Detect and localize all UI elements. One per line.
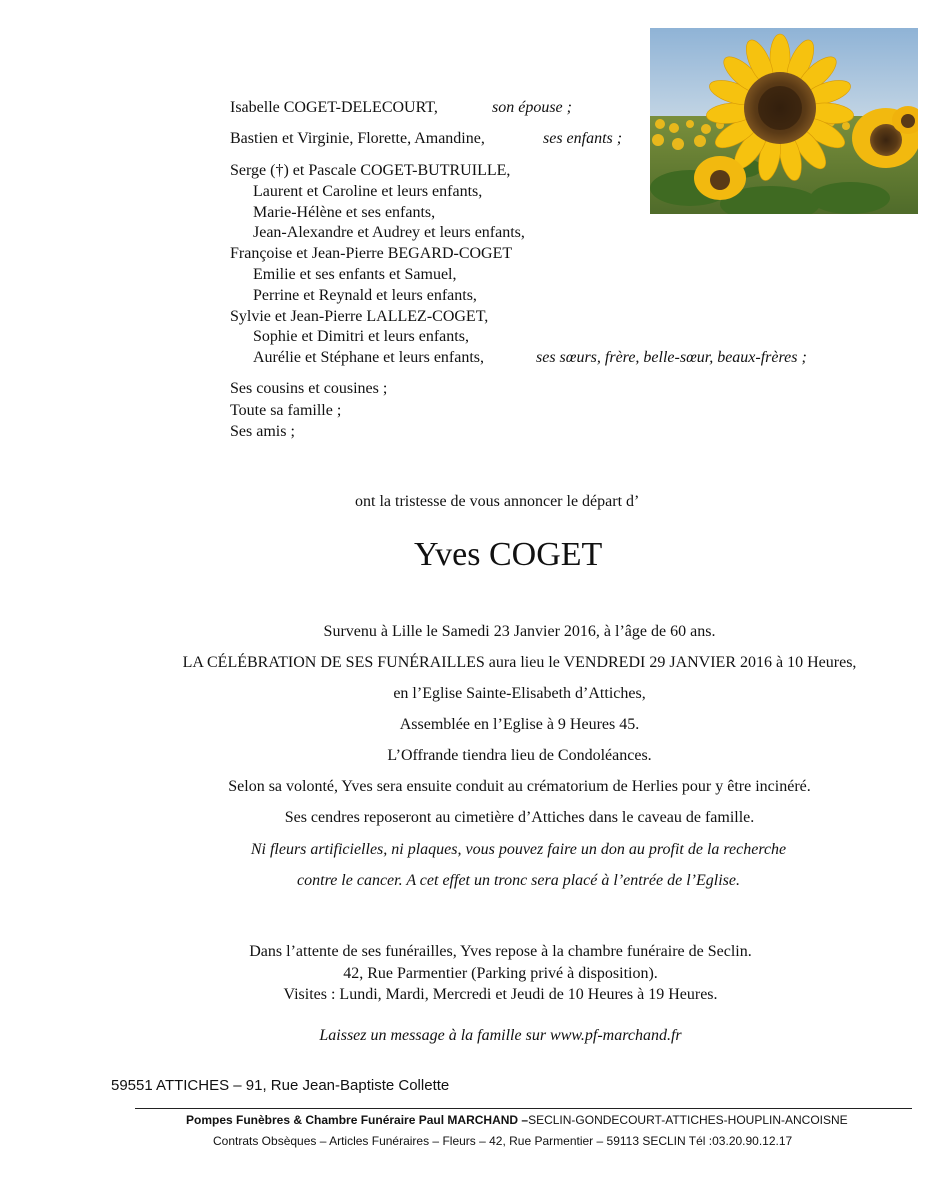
sibling-line: Marie-Hélène et ses enfants, [253, 203, 436, 221]
sibling-line: Laurent et Caroline et leurs enfants, [253, 182, 483, 200]
sibling-line: Perrine et Reynald et leurs enfants, [253, 286, 477, 304]
visitation-line: 42, Rue Parmentier (Parking privé à disposition). [343, 964, 658, 982]
family-address: 59551 ATTICHES – 91, Rue Jean-Baptiste Collette [111, 1077, 450, 1094]
detail-line: LA CÉLÉBRATION DE SES FUNÉRAILLES aura lieu le VENDREDI 29 JANVIER 2016 à 10 Heures, [182, 654, 857, 671]
detail-italic-line: contre le cancer. A cet effet un tronc sera placé à l’entrée de l’Eglise. [297, 872, 740, 889]
detail-line: Assemblée en l’Eglise à 9 Heures 45. [399, 716, 640, 733]
footer-company-towns: SECLIN-GONDECOURT-ATTICHES-HOUPLIN-ANCOISNE [528, 1113, 848, 1127]
message-link-text: Laissez un message à la famille sur www.pf-marchand.fr [319, 1027, 682, 1044]
others-line: Toute sa famille ; [230, 401, 342, 419]
others-line: Ses cousins et cousines ; [230, 380, 388, 397]
sibling-line: Françoise et Jean-Pierre BEGARD-COGET [230, 245, 513, 263]
sibling-line: Sophie et Dimitri et leurs enfants, [253, 328, 469, 346]
detail-line: Selon sa volonté, Yves sera ensuite conduit au crématorium de Herlies pour y être incinéré. [228, 778, 811, 795]
detail-line: en l’Eglise Sainte-Elisabeth d’Attiches, [393, 685, 646, 702]
visitation-line: Dans l’attente de ses funérailles, Yves repose à la chambre funéraire de Seclin. [249, 943, 752, 960]
detail-line: Ses cendres reposeront au cimetière d’Attiches dans le caveau de famille. [284, 809, 755, 826]
sibling-line: Sylvie et Jean-Pierre LALLEZ-COGET, [230, 307, 489, 325]
sibling-line: Jean-Alexandre et Audrey et leurs enfants, [253, 224, 525, 242]
announcement-text: ont la tristesse de vous annoncer le départ d’ [355, 493, 640, 510]
spouse-name: Isabelle COGET-DELECOURT, [230, 99, 438, 116]
footer-services: Contrats Obsèques – Articles Funéraires – Fleurs – 42, Rue Parmentier – 59113 SECLIN Tél :03.20.90.12.17 [213, 1134, 793, 1148]
footer-divider [135, 1108, 912, 1109]
siblings-relation: ses sœurs, frère, belle-sœur, beaux-frères ; [536, 349, 807, 366]
sunflower-photo [650, 28, 918, 214]
detail-line: Survenu à Lille le Samedi 23 Janvier 2016, à l’âge de 60 ans. [323, 623, 716, 640]
children-names: Bastien et Virginie, Florette, Amandine, [230, 130, 485, 147]
sibling-line: Aurélie et Stéphane et leurs enfants, [253, 349, 485, 367]
spouse-line [230, 97, 438, 118]
footer-company-name: Pompes Funèbres & Chambre Funéraire Paul MARCHAND – [186, 1113, 529, 1127]
detail-line: L’Offrande tiendra lieu de Condoléances. [387, 747, 652, 764]
others-line: Ses amis ; [230, 423, 295, 440]
spouse-relation: son épouse ; [492, 99, 572, 116]
footer-company [186, 1113, 848, 1127]
visitation-line: Visites : Lundi, Mardi, Mercredi et Jeudi de 10 Heures à 19 Heures. [283, 986, 718, 1003]
deceased-name: Yves COGET [414, 536, 603, 573]
detail-italic-line: Ni fleurs artificielles, ni plaques, vous pouvez faire un don au profit de la recherche [250, 841, 787, 858]
children-relation: ses enfants ; [543, 130, 623, 147]
sibling-line: Emilie et ses enfants et Samuel, [253, 266, 457, 283]
sibling-line: Serge (†) et Pascale COGET-BUTRUILLE, [230, 162, 511, 179]
